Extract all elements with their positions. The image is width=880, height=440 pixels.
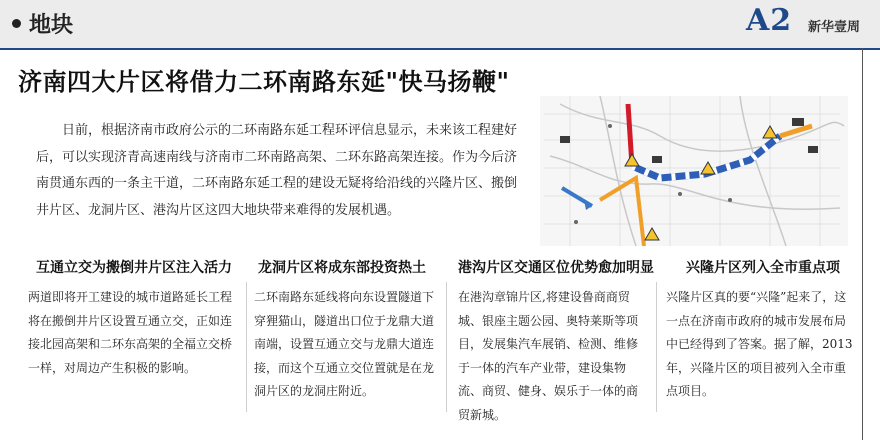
headline: 济南四大片区将借力二环南路东延"快马扬鞭" (18, 67, 510, 96)
landmark-icon (808, 146, 818, 153)
column-title: 兴隆片区列入全市重点项 (686, 260, 840, 276)
map-point (728, 198, 732, 202)
paper-name: 新华壹周 (808, 20, 861, 35)
page-number: A2 (746, 3, 793, 38)
map-point (608, 124, 612, 128)
column-body: 两道即将开工建设的城市道路延长工程将在搬倒井片区设置互通立交，正如连接北园高架和二环东高架的全福立交桥一样，对周边产生积极的影响。 (28, 290, 233, 375)
column-title: 互通立交为搬倒井片区注入活力 (36, 260, 232, 276)
column-divider (446, 282, 447, 412)
bullet-icon (12, 19, 21, 28)
section-label (12, 8, 73, 39)
column-body: 二环南路东延线将向东设置隧道下穿狸猫山，隧道出口位于龙鼎大道南端，设置互通立交与龙鼎大道连接，而这个互通立交位置就是在龙洞片区的龙洞庄附近。 (254, 290, 435, 398)
column-title: 港沟片区交通区位优势愈加明显 (458, 260, 654, 276)
landmark-icon (652, 156, 662, 163)
lead-paragraph: 日前，根据济南市政府公示的二环南路东延工程环评信息显示，未来该工程建好后，可以实现济青高速南线与济南市二环南路高架、二环东路高架连接。作为今后济南贯通东西的一条主干道，二环南路东延工程的建设无疑将给沿线的兴隆片区、搬倒井片区、龙洞片区、港沟片区这四大地块带来难得的发展机遇。 (36, 123, 518, 218)
route-map-image (540, 96, 848, 246)
map-point (678, 192, 682, 196)
column-divider (656, 282, 657, 412)
map-point (574, 220, 578, 224)
section-label-text: 地块 (29, 13, 74, 38)
right-margin-rule (862, 48, 863, 440)
column-body: 在港沟章锦片区,将建设鲁商商贸城、银座主题公园、奥特莱斯等项目，发展集汽车展销、检测、维修于一体的汽车产业带，建设集物流、商贸、健身、娱乐于一体的商贸新城。 (458, 290, 639, 422)
landmark-icon (560, 136, 570, 143)
landmark-icon (792, 118, 804, 126)
header-rule (0, 48, 880, 50)
column-divider (246, 282, 247, 412)
column-body: 兴隆片区真的要“兴隆”起来了，这一点在济南市政府的城市发展布局中已经得到了答案。据了解，2013年，兴隆片区的项目被列入全市重点项目。 (666, 290, 853, 398)
page-header (0, 0, 880, 48)
column-title: 龙洞片区将成东部投资热土 (258, 260, 426, 276)
